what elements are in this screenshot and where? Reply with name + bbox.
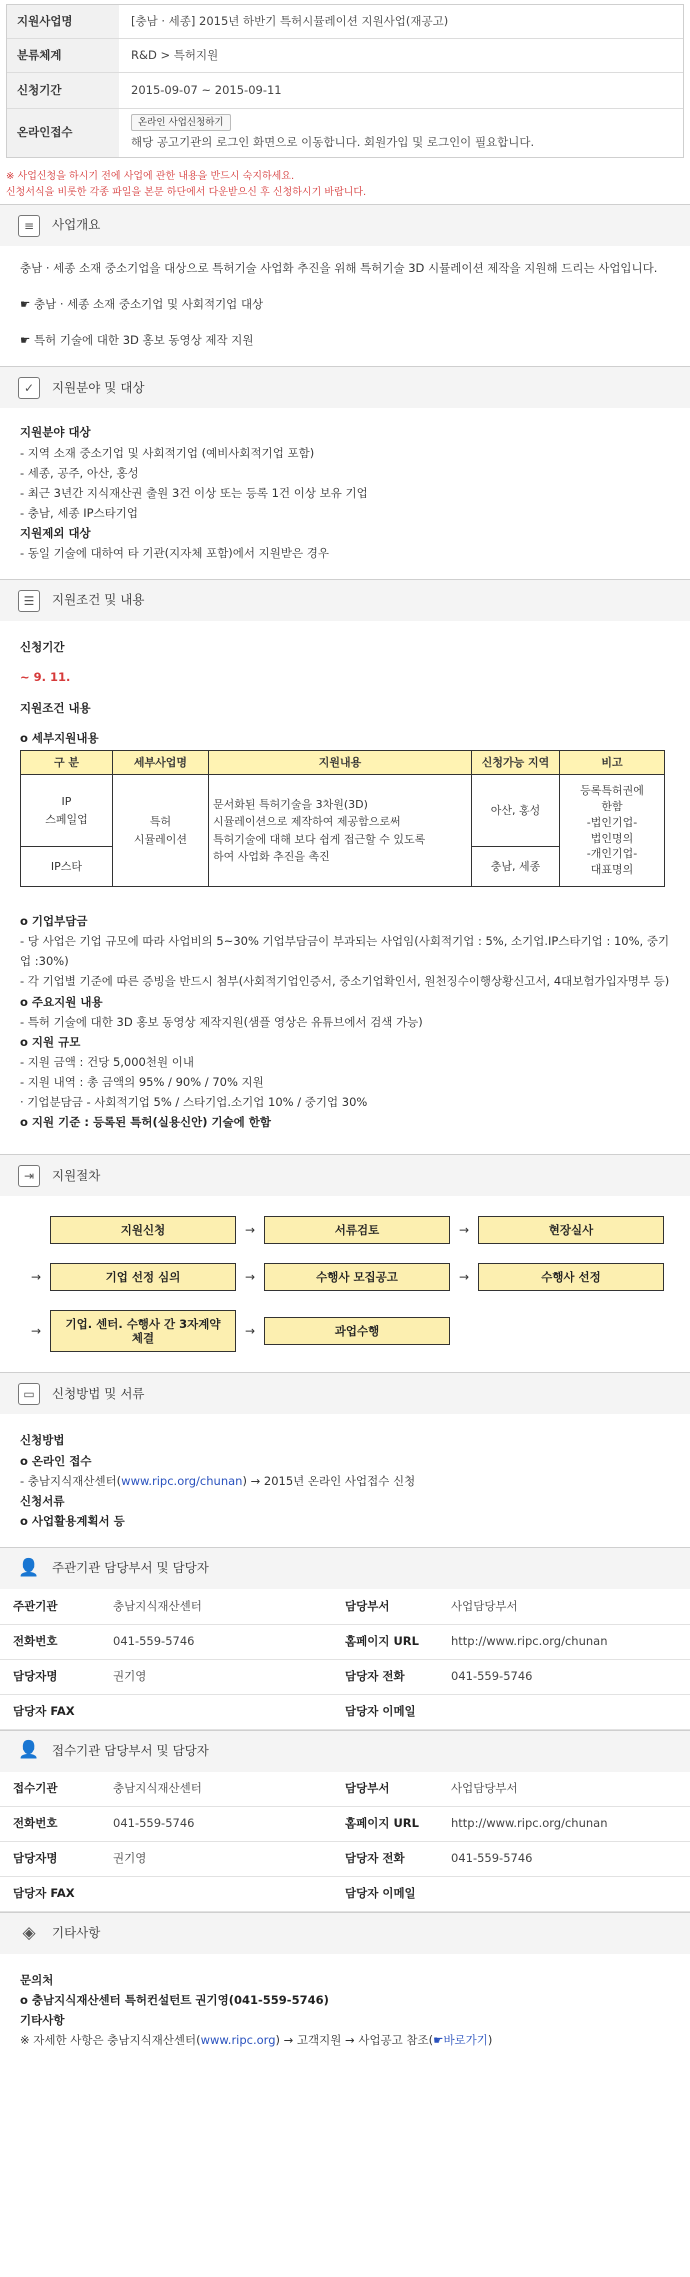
list-item: - 동일 기술에 대하여 타 기관(지자체 포함)에서 지원받은 경우 — [20, 546, 329, 561]
arrow-icon: → — [30, 1324, 42, 1339]
arrow-icon: → — [458, 1270, 470, 1285]
layers-icon: ◈ — [22, 1922, 36, 1943]
arrow-icon: → — [458, 1223, 470, 1238]
value: 2015-09-07 ~ 2015-09-11 — [131, 82, 282, 97]
section-title: 지원조건 및 내용 — [52, 592, 145, 608]
arrow-icon: → — [30, 1270, 42, 1285]
list-item: - 지역 소재 중소기업 및 사회적기업 (예비사회적기업 포함) — [20, 445, 315, 460]
online-note: 해당 공고기관의 로그인 화면으로 이동합니다. 회원가입 및 로그인이 필요합니다. — [131, 135, 535, 150]
person-icon: 👤 — [18, 1557, 40, 1578]
process-step: 수행사 모집공고 — [264, 1263, 450, 1291]
arrow-icon: → — [244, 1270, 256, 1285]
section-title: 주관기관 담당부서 및 담당자 — [52, 1560, 209, 1576]
process-step: 수행사 선정 — [478, 1263, 664, 1291]
period-value: ~ 9. 11. — [20, 670, 71, 685]
section-header-overview — [0, 204, 690, 246]
overview-point: ☛ 특허 기술에 대한 3D 홍보 동영상 제작 지원 — [20, 333, 254, 348]
section-title: 지원절차 — [52, 1167, 101, 1183]
table-cell: 사업담당부서 — [438, 1589, 690, 1624]
homepage-link[interactable]: http://www.ripc.org/chunan — [438, 1624, 690, 1659]
table-cell: 담당자명 — [0, 1659, 100, 1694]
ripc-link[interactable]: www.ripc.org — [200, 2033, 276, 2048]
etc-body — [0, 1954, 690, 2067]
section-header-method — [0, 1372, 690, 1414]
contact-info: o 충남지식재산센터 특허컨설턴트 권기영(041-559-5746) — [20, 1993, 329, 2008]
section-header-conditions — [0, 579, 690, 621]
table-cell: 문서화된 특허기술을 3차원(3D) 시뮬레이션으로 제작하여 제공함으로써 특허기술에 대해 보다 쉽게 접근할 수 있도록 하여 사업화 추진을 촉진 — [209, 775, 472, 887]
subheading: o 사업활용계획서 등 — [20, 1513, 125, 1528]
table-cell: 특허 시뮬레이션 — [113, 775, 209, 887]
arrow-icon: → — [244, 1223, 256, 1238]
table-cell — [100, 1694, 332, 1729]
section-header-host — [0, 1547, 690, 1589]
section-title: 사업개요 — [52, 217, 101, 233]
table-cell: 담당자명 — [0, 1842, 100, 1877]
table-cell: 충남지식재산센터 — [100, 1772, 332, 1807]
table-cell: 충남지식재산센터 — [100, 1589, 332, 1624]
subheading: o 기업부담금 — [20, 914, 88, 928]
online-apply-text — [20, 1471, 670, 1491]
ripc-chunan-link[interactable]: www.ripc.org/chunan — [121, 1473, 243, 1488]
receiver-contact-table — [0, 1772, 690, 1913]
document-icon: ▭ — [18, 1383, 40, 1405]
table-cell: 담당자 전화 — [332, 1659, 438, 1694]
homepage-link[interactable]: http://www.ripc.org/chunan — [438, 1807, 690, 1842]
section-header-target — [0, 366, 690, 408]
table-cell: 권기영 — [100, 1659, 332, 1694]
subheading: 신청방법 — [20, 1433, 65, 1448]
table-cell: 담당부서 — [332, 1589, 438, 1624]
process-step: 기업 선정 심의 — [50, 1263, 236, 1291]
table-header: 비고 — [560, 750, 665, 774]
list-item: - 당 사업은 기업 규모에 따라 사업비의 5~30% 기업부담금이 부과되는 사업임(사회적기업 : 5%, 소기업.IP스타기업 : 10%, 중기업 :30%) — [20, 934, 670, 969]
table-cell: 041-559-5746 — [438, 1842, 690, 1877]
process-step: 지원신청 — [50, 1216, 236, 1244]
overview-point: ☛ 충남 · 세종 소재 중소기업 및 사회적기업 대상 — [20, 297, 264, 312]
table-cell: 홈페이지 URL — [332, 1624, 438, 1659]
table-cell: IP스타 — [21, 847, 113, 887]
subheading: o 온라인 접수 — [20, 1453, 92, 1468]
arrow-right-icon: ⇥ — [18, 1165, 40, 1187]
person-up-icon: 👤 — [18, 1740, 40, 1761]
table-cell: 담당자 FAX — [0, 1877, 100, 1912]
process-step: 서류검토 — [264, 1216, 450, 1244]
text: - 충남지식재산센터( — [20, 1473, 122, 1488]
table-header: 지원내용 — [209, 750, 472, 774]
subheading: 신청기간 — [20, 640, 65, 655]
subheading: o 세부지원내용 — [20, 730, 99, 745]
text: ) → 고객지원 → 사업공고 참조( — [275, 2033, 434, 2048]
list-item: - 세종, 공주, 아산, 홍성 — [20, 465, 139, 480]
process-step: 기업. 센터. 수행사 간 3자계약 체결 — [50, 1310, 236, 1352]
table-cell: 담당부서 — [332, 1772, 438, 1807]
value: R&D > 특허지원 — [131, 47, 219, 62]
list-item: - 특허 기술에 대한 3D 홍보 동영상 제작지원(샘플 영상은 유튜브에서 검색 가능) — [20, 1014, 423, 1029]
warning-text — [0, 158, 690, 204]
process-step: 현장실사 — [478, 1216, 664, 1244]
list-item: - 지원 금액 : 건당 5,000천원 이내 — [20, 1054, 194, 1069]
target-body — [0, 408, 690, 579]
subheading: 신청서류 — [20, 1493, 65, 1508]
table-cell: 아산, 홍성 — [472, 775, 560, 847]
subheading: 지원분야 대상 — [20, 425, 91, 440]
table-cell: 사업담당부서 — [438, 1772, 690, 1807]
checkbox-icon: ✓ — [18, 377, 40, 399]
subheading: o 주요지원 내용 — [20, 994, 103, 1009]
table-cell: 주관기관 — [0, 1589, 100, 1624]
section-header-etc — [0, 1912, 690, 1954]
support-table — [20, 750, 665, 887]
row-period — [7, 73, 683, 109]
table-cell: 홈페이지 URL — [332, 1807, 438, 1842]
conditions-body — [0, 621, 690, 1154]
section-title: 지원분야 및 대상 — [52, 379, 145, 395]
list-item: - 최근 3년간 지식재산권 출원 3건 이상 또는 등록 1건 이상 보유 기업 — [20, 485, 368, 500]
table-cell — [438, 1694, 690, 1729]
warning-line: 신청서식을 비롯한 각종 파일을 본문 하단에서 다운받으신 후 신청하시기 바랍니다. — [6, 186, 367, 198]
label: 온라인접수 — [7, 109, 119, 157]
list-item: · 기업분담금 - 사회적기업 5% / 스타기업.소기업 10% / 중기업 30% — [20, 1095, 368, 1110]
label: 신청기간 — [7, 73, 119, 108]
subheading: o 지원 규모 — [20, 1034, 81, 1049]
table-cell: 담당자 FAX — [0, 1694, 100, 1729]
table-cell: 충남, 세종 — [472, 847, 560, 887]
row-online — [7, 109, 683, 157]
table-cell: 전화번호 — [0, 1807, 100, 1842]
method-body — [0, 1414, 690, 1547]
subheading: o 지원 기준 : 등록된 특허(실용신안) 기술에 한함 — [20, 1115, 271, 1130]
warning-line: ※ 사업신청을 하시기 전에 사업에 관한 내용을 반드시 숙지하세요. — [6, 171, 295, 182]
summary-table — [6, 4, 684, 158]
table-header: 구 분 — [21, 750, 113, 774]
label: 지원사업명 — [7, 5, 119, 38]
table-header: 세부사업명 — [113, 750, 209, 774]
table-header: 신청가능 지역 — [472, 750, 560, 774]
table-cell: 전화번호 — [0, 1624, 100, 1659]
process-flow — [0, 1196, 690, 1372]
table-cell: 권기영 — [100, 1842, 332, 1877]
process-step: 과업수행 — [264, 1317, 450, 1345]
table-cell: 041-559-5746 — [438, 1659, 690, 1694]
section-title: 기타사항 — [52, 1925, 101, 1941]
overview-intro: 충남 · 세종 소재 중소기업을 대상으로 특허기술 사업화 추진을 위해 특허기술 3D 시뮬레이션 제작을 지원해 드리는 사업입니다. — [20, 261, 658, 275]
table-cell: 041-559-5746 — [100, 1624, 332, 1659]
subheading: 기타사항 — [20, 2013, 65, 2028]
table-cell: 접수기관 — [0, 1772, 100, 1807]
host-contact-table — [0, 1589, 690, 1730]
text: ※ 자세한 사항은 충남지식재산센터( — [20, 2033, 201, 2048]
section-title: 신청방법 및 서류 — [52, 1385, 145, 1401]
text: ) → 2015년 온라인 사업접수 신청 — [242, 1473, 416, 1488]
section-title: 접수기관 담당부서 및 담당자 — [52, 1742, 209, 1758]
value: [충남 · 세종] 2015년 하반기 특허시뮬레이션 지원사업(재공고) — [131, 13, 449, 28]
clipboard-icon: ≡ — [18, 215, 40, 237]
row-category — [7, 39, 683, 73]
list-item: - 충남, 세종 IP스타기업 — [20, 505, 138, 520]
subheading: 지원조건 내용 — [20, 700, 91, 715]
table-cell: 담당자 전화 — [332, 1842, 438, 1877]
list-item: - 각 기업별 기준에 따른 증빙을 반드시 첨부(사회적기업인증서, 중소기업확인서, 원천징수이행상황신고서, 4대보험가입자명부 등) — [20, 974, 670, 989]
subheading: 문의처 — [20, 1973, 54, 1987]
section-header-receiver — [0, 1730, 690, 1772]
table-cell — [100, 1877, 332, 1912]
arrow-icon: → — [244, 1324, 256, 1339]
table-cell: 담당자 이메일 — [332, 1877, 438, 1912]
shortcut-link[interactable]: ☛바로가기 — [433, 2033, 488, 2048]
row-program-name — [7, 5, 683, 39]
text: ) — [487, 2033, 493, 2048]
online-apply-button[interactable]: 온라인 사업신청하기 — [131, 114, 231, 131]
etc-text — [20, 2030, 670, 2050]
table-cell: 담당자 이메일 — [332, 1694, 438, 1729]
list-item: - 지원 내역 : 총 금액의 95% / 90% / 70% 지원 — [20, 1075, 264, 1089]
table-cell: 등록특허권에 한함 -법인기업- 법인명의 -개인기업- 대표명의 — [560, 775, 665, 887]
table-cell: 041-559-5746 — [100, 1807, 332, 1842]
overview-body — [0, 246, 690, 366]
label: 분류체계 — [7, 39, 119, 72]
section-header-process — [0, 1154, 690, 1196]
table-cell: IP 스페일업 — [21, 775, 113, 847]
list-icon: ☰ — [18, 590, 40, 612]
subheading: 지원제외 대상 — [20, 526, 91, 540]
table-cell — [438, 1877, 690, 1912]
